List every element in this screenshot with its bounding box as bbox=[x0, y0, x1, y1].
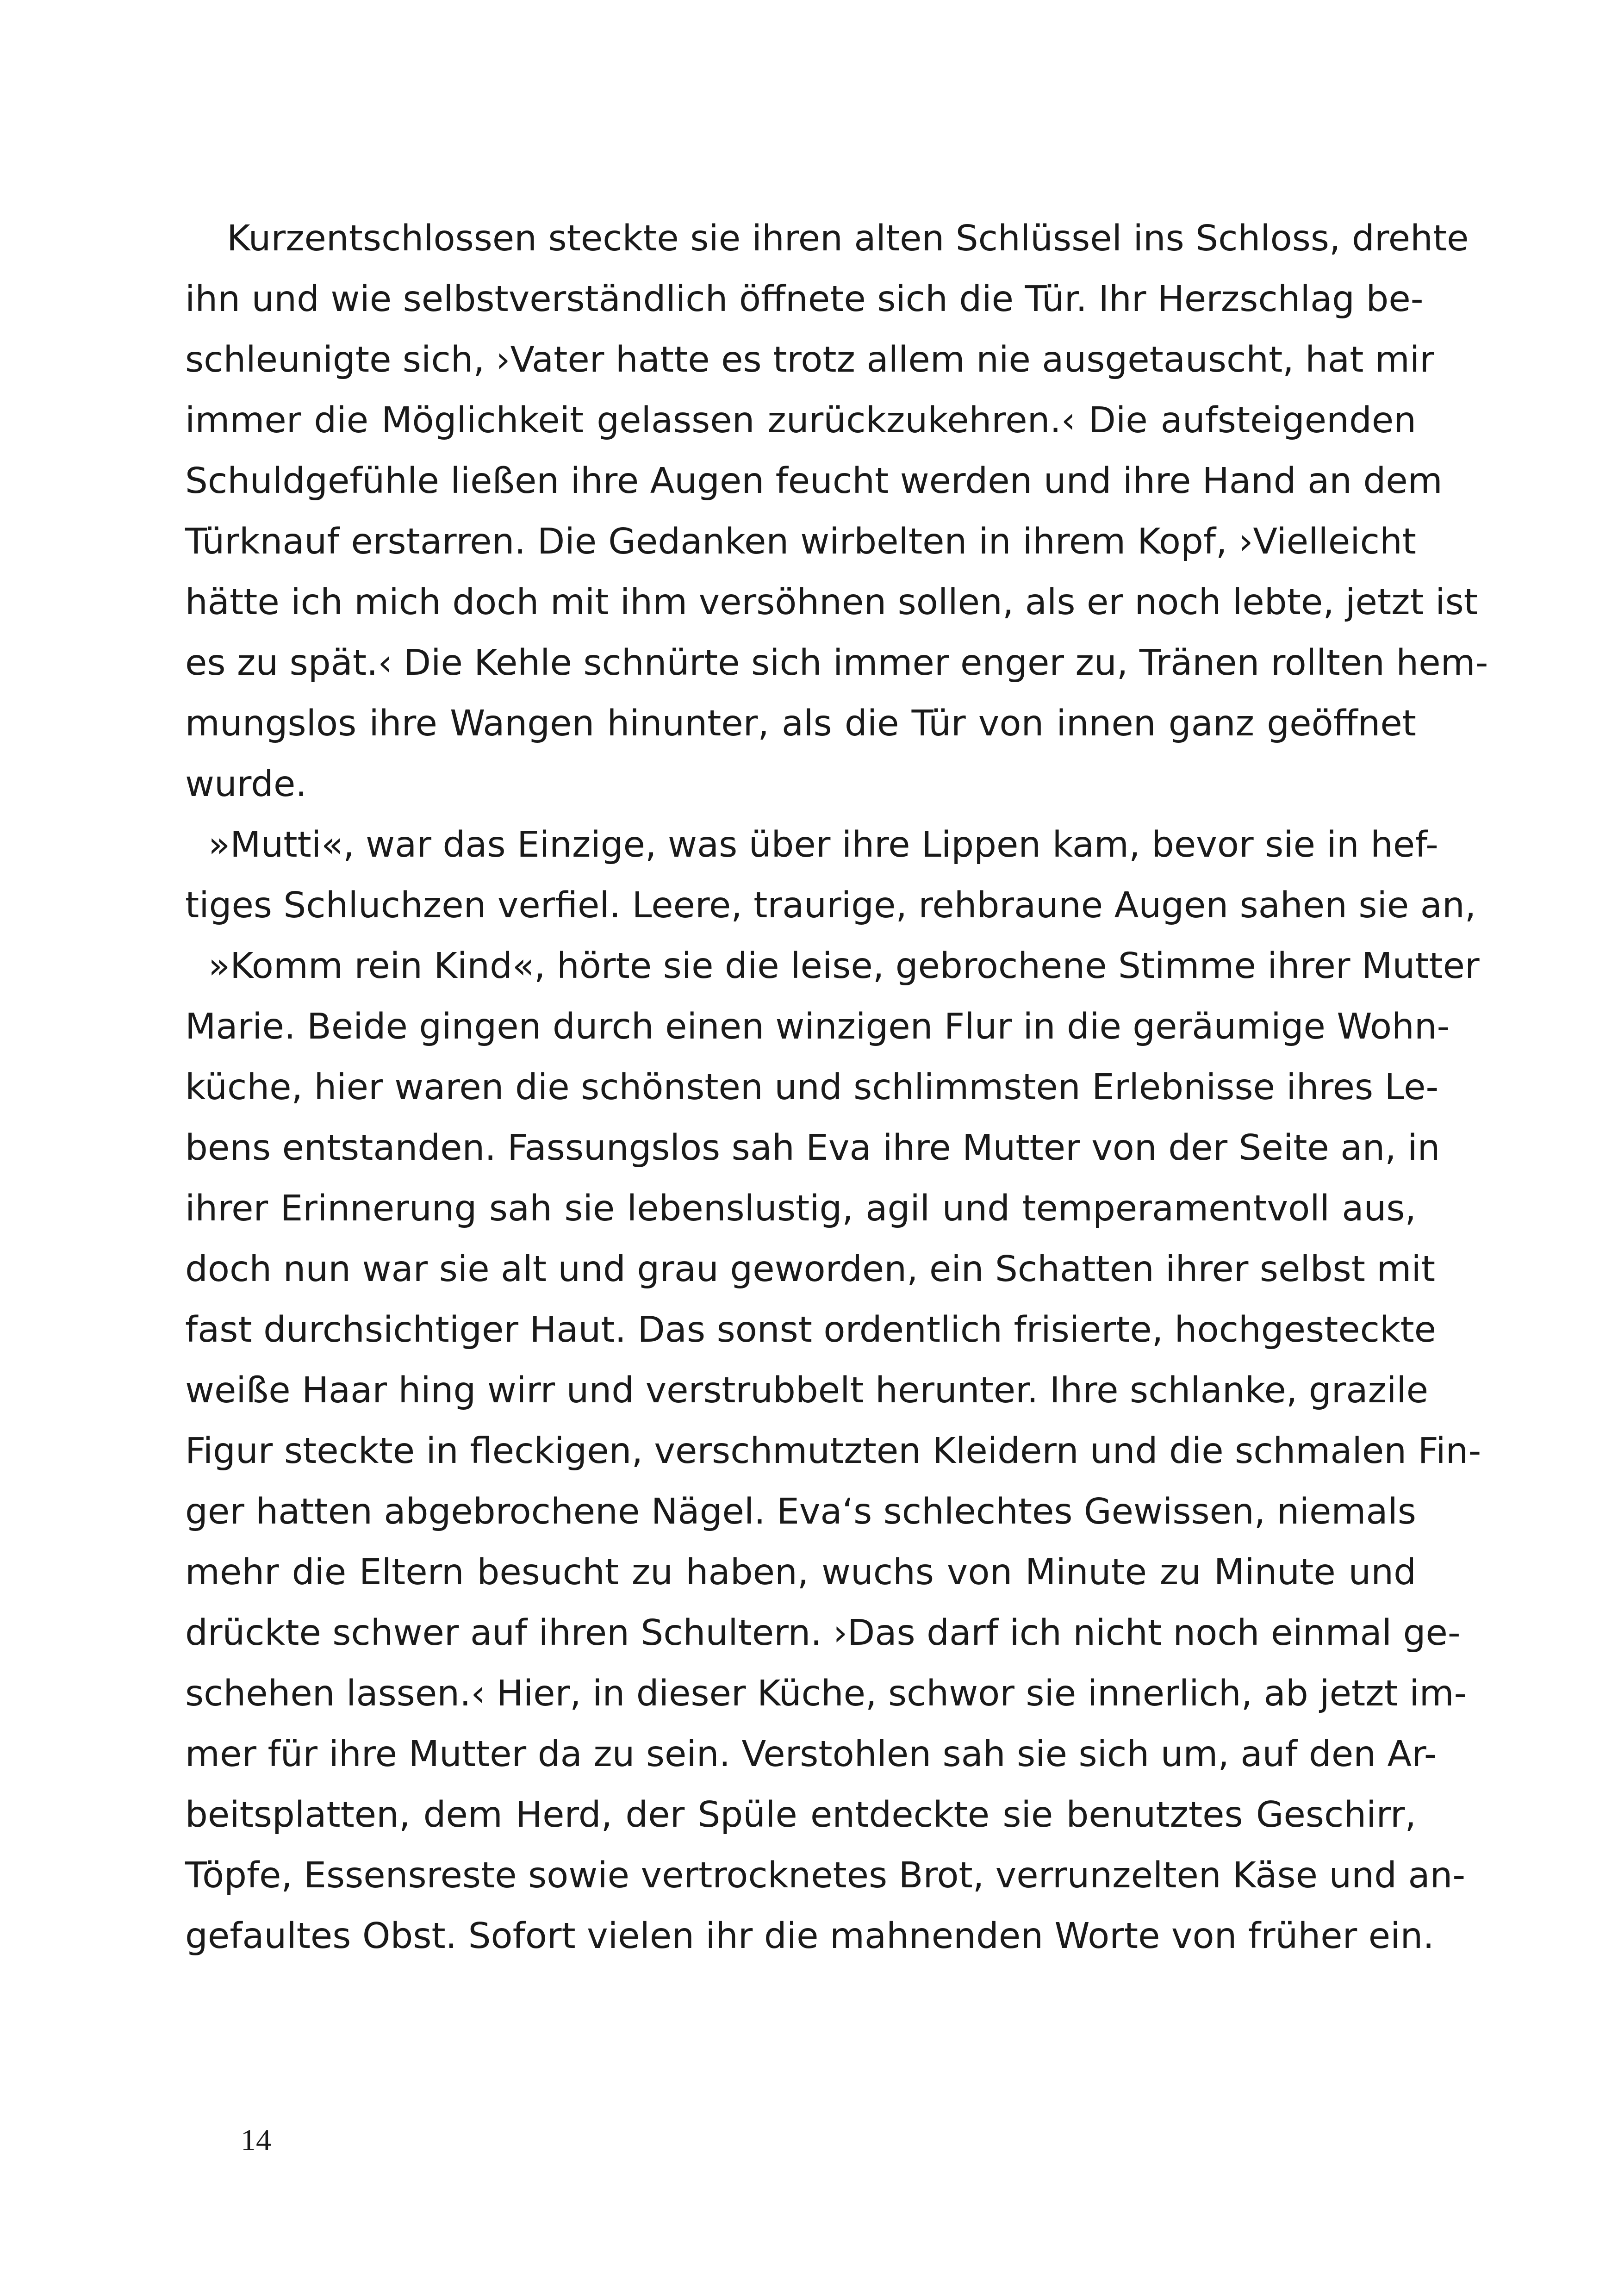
text-line: drückte schwer auf ihren Schultern. ›Das darf ich nicht noch einmal ge- bbox=[185, 1612, 1461, 1654]
text-line: weiße Haar hing wirr und verstrubbelt herunter. Ihre schlanke, grazile bbox=[185, 1370, 1429, 1411]
text-line: Figur steckte in fleckigen, verschmutzten Kleidern und die schmalen Fin- bbox=[185, 1431, 1481, 1472]
page-number: 14 bbox=[241, 2123, 271, 2157]
text-line: »Mutti«, war das Einzige, was über ihre Lippen kam, bevor sie in hef- bbox=[208, 824, 1438, 865]
text-line: schehen lassen.‹ Hier, in dieser Küche, schwor sie innerlich, ab jetzt im- bbox=[185, 1673, 1467, 1714]
text-line: doch nun war sie alt und grau geworden, ein Schatten ihrer selbst mit bbox=[185, 1249, 1436, 1290]
text-line: bens entstanden. Fassungslos sah Eva ihre Mutter von der Seite an, in bbox=[185, 1127, 1440, 1169]
text-line: Marie. Beide gingen durch einen winzigen Flur in die geräumige Wohn- bbox=[185, 1006, 1450, 1047]
text-line: schleunigte sich, ›Vater hatte es trotz allem nie ausgetauscht, hat mir bbox=[185, 339, 1434, 380]
text-line: küche, hier waren die schönsten und schlimmsten Erlebnisse ihres Le- bbox=[185, 1067, 1439, 1108]
text-line: ger hatten abgebrochene Nägel. Eva‘s schlechtes Gewissen, niemals bbox=[185, 1491, 1417, 1532]
text-line: mehr die Eltern besucht zu haben, wuchs von Minute zu Minute und bbox=[185, 1552, 1416, 1593]
text-line: tiges Schluchzen verfiel. Leere, traurige, rehbraune Augen sahen sie an, bbox=[185, 885, 1476, 926]
text-line: mungslos ihre Wangen hinunter, als die Tür von innen ganz geöffnet bbox=[185, 703, 1416, 744]
text-line: mer für ihre Mutter da zu sein. Verstohlen sah sie sich um, auf den Ar- bbox=[185, 1734, 1437, 1775]
text-line: Kurzentschlossen steckte sie ihren alten Schlüssel ins Schloss, drehte bbox=[227, 218, 1469, 259]
text-line: Töpfe, Essensreste sowie vertrocknetes Brot, verrunzelten Käse und an- bbox=[185, 1855, 1466, 1896]
text-line: Schuldgefühle ließen ihre Augen feucht werden und ihre Hand an dem bbox=[185, 460, 1443, 502]
text-line: es zu spät.‹ Die Kehle schnürte sich immer enger zu, Tränen rollten hem- bbox=[185, 642, 1488, 684]
text-line: beitsplatten, dem Herd, der Spüle entdeckte sie benutztes Geschirr, bbox=[185, 1794, 1416, 1836]
text-line: wurde. bbox=[185, 764, 307, 805]
text-line: fast durchsichtiger Haut. Das sonst ordentlich frisierte, hochgesteckte bbox=[185, 1309, 1437, 1350]
text-line: ihrer Erinnerung sah sie lebenslustig, agil und temperamentvoll aus, bbox=[185, 1188, 1416, 1229]
body-text bbox=[185, 208, 1488, 1966]
text-line: immer die Möglichkeit gelassen zurückzukehren.‹ Die aufsteigenden bbox=[185, 400, 1416, 441]
text-line: hätte ich mich doch mit ihm versöhnen sollen, als er noch lebte, jetzt ist bbox=[185, 582, 1478, 623]
text-line: ihn und wie selbstverständlich öffnete sich die Tür. Ihr Herzschlag be- bbox=[185, 279, 1424, 320]
text-line: »Komm rein Kind«, hörte sie die leise, gebrochene Stimme ihrer Mutter bbox=[208, 946, 1480, 987]
text-line: Türknauf erstarren. Die Gedanken wirbelten in ihrem Kopf, ›Vielleicht bbox=[185, 521, 1416, 562]
text-line: gefaultes Obst. Sofort vielen ihr die mahnenden Worte von früher ein. bbox=[185, 1916, 1434, 1957]
